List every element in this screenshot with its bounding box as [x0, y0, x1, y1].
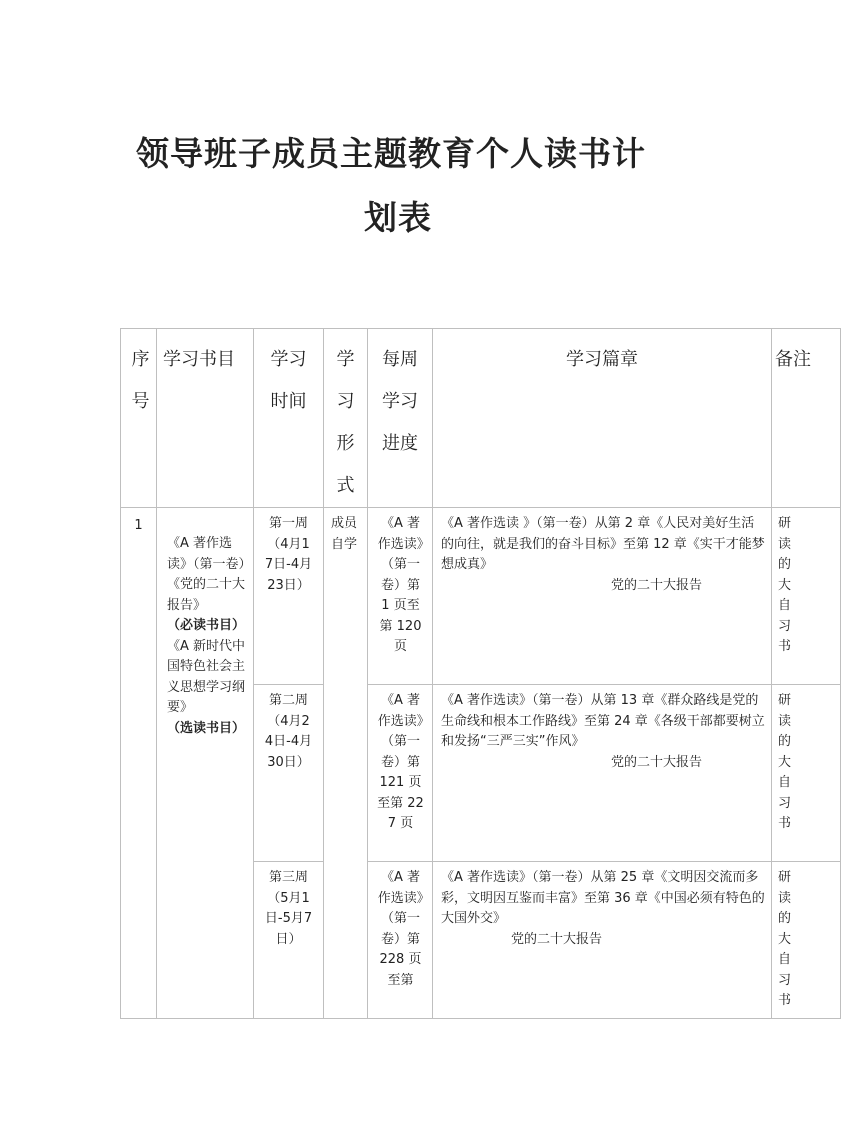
week-progress: 《A 著作选读》（第一卷）第 1 页至第 120 页 [368, 508, 433, 685]
note-text: 研读的大自习书 [778, 516, 792, 654]
report-text: 党的二十大报告 [611, 577, 703, 593]
report-text: 党的二十大报告 [611, 754, 703, 770]
row-seq: 1 [121, 508, 157, 1019]
table-header-row [121, 329, 841, 508]
week-time: 第二周（4月24日-4月30日） [254, 685, 324, 862]
optional-label: （选读书目） [167, 720, 246, 736]
week-progress: 《A 著作选读》（第一卷）第 121 页至第 227 页 [368, 685, 433, 862]
report-text: 党的二十大报告 [511, 931, 603, 947]
book-list [157, 508, 254, 1019]
header-chapters: 学习篇章 [433, 329, 772, 508]
header-note: 备注 [772, 329, 841, 508]
week-chapters [433, 862, 772, 1019]
book-item: 《A 新时代中国特色社会主义思想学习纲要》 [167, 638, 246, 715]
header-progress: 每周学习进度 [368, 329, 433, 508]
week-progress: 《A 著作选读》（第一卷）第 228 页至第 [368, 862, 433, 1019]
header-seq: 序号 [121, 329, 157, 508]
chapter-text: 《A 著作选读》（第一卷）从第 13 章《群众路线是党的生命线和根本工作路线》至第 24 章《各级干部都要树立和发扬“三严三实”作风》 [441, 693, 765, 749]
chapter-text: 《A 著作选读》（第一卷）从第 25 章《文明因交流而多彩，文明因互鉴而丰富》至第 36 章《中国必须有特色的大国外交》 [441, 870, 765, 926]
study-form: 成员自学 [324, 508, 368, 1019]
header-books: 学习书目 [157, 329, 254, 508]
document-title-line1: 领导班子成员主题教育个人读书计 [136, 134, 646, 173]
reading-plan-table [120, 328, 841, 1019]
week-chapters [433, 508, 772, 685]
document-title-line2: 划表 [364, 198, 432, 237]
week-time: 第三周（5月1日-5月7日） [254, 862, 324, 1019]
note-text: 研读的大自习书 [778, 693, 792, 831]
week-note [772, 685, 841, 862]
header-form: 学习形式 [324, 329, 368, 508]
week-note [772, 508, 841, 685]
book-item: 《党的二十大报告》 [167, 577, 246, 613]
note-text: 研读的大自习书 [778, 870, 792, 1008]
book-item: 《A 著作选读》（第一卷） [167, 536, 252, 572]
table-row [121, 508, 841, 685]
week-chapters [433, 685, 772, 862]
week-time: 第一周（4月17日-4月23日） [254, 508, 324, 685]
header-time: 学习时间 [254, 329, 324, 508]
required-label: （必读书目） [167, 618, 246, 633]
chapter-text: 《A 著作选读 》（第一卷）从第 2 章《人民对美好生活的向往，就是我们的奋斗目标》至第 12 章《实干才能梦想成真》 [441, 516, 765, 572]
week-note [772, 862, 841, 1019]
